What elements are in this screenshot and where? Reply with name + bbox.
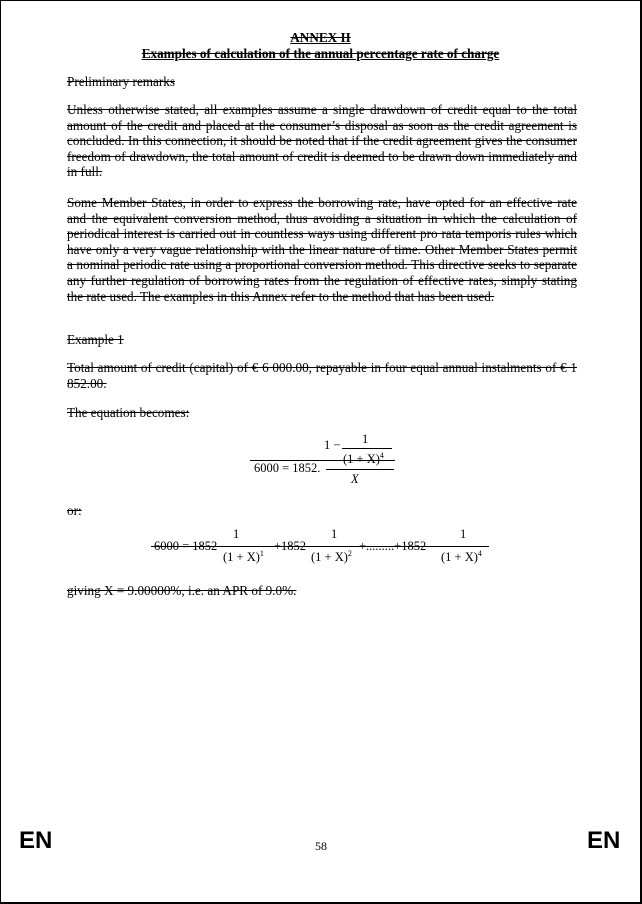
or-label: or: — [67, 503, 82, 518]
eq2-lead: 6000 = 1852 — [154, 539, 218, 553]
eq1-inner-den: 4 — [379, 451, 384, 460]
eq2-term2-den: $(1 + X)^2$ — [311, 549, 352, 565]
result-text: giving X = 9.00000%, i.e. an APR of 9.0%. — [67, 583, 297, 598]
equation-2 — [151, 529, 496, 569]
eq1-one-minus: 1 − — [324, 438, 341, 452]
footer-language-left: EN — [19, 827, 53, 854]
eq2-term2-prefix: +1852 — [274, 539, 307, 553]
eq1-lhs: 6000 = 1852. — [254, 461, 321, 475]
eq1-denominator: X — [351, 472, 359, 486]
example-heading: Example 1 — [67, 332, 124, 347]
eq2-term1-num: 1 — [233, 527, 240, 541]
paragraph-preliminary: Unless otherwise stated, all examples assume a single drawdown of credit equal to the total amount of the credit and placed at the consumer’s disposal as soon as the credit agreement is concluded. In this connection, it should be noted that if the credit agreement gives the consumer freedom of drawdown, the total amount of credit is deemed to be drawn down immediately and in full. — [67, 102, 577, 180]
eq1-inner-fraction-bar — [342, 448, 392, 449]
eq1-fraction-bar — [326, 469, 394, 470]
eq2-term2-num: 1 — [331, 527, 338, 541]
eq2-term3-prefix: +.........+1852 — [359, 539, 427, 553]
equation-intro: The equation becomes: — [67, 405, 190, 420]
page-number: 58 — [315, 839, 327, 853]
paragraph-member-states: Some Member States, in order to express the borrowing rate, have opted for an effective rate and the equivalent conversion method, thus avoiding a situation in which the calculation of periodical interest is carried out in countless ways using different pro rata temporis rules which have only a very vague relationship with the linear nature of time. Other Member States permit a nominal periodic rate using a proportional conversion method. This directive seeks to separate any further regulation of borrowing rates from the regulation of effective rates, simply stating the rate used. The examples in this Annex refer to the method that has been used. — [67, 195, 577, 304]
eq1-inner-num: 1 — [362, 432, 369, 446]
equation-1 — [250, 432, 395, 492]
eq2-term3-den: $(1 + X)^4$ — [441, 549, 482, 565]
section-heading: Preliminary remarks — [67, 74, 176, 89]
annex-title: ANNEX II — [290, 30, 351, 45]
footer-language-right: EN — [587, 827, 621, 854]
eq2-term1-den: $(1 + X)^1$ — [223, 549, 264, 565]
example-text: Total amount of credit (capital) of € 6 000.00, repayable in four equal annual instalments of € 1 852.00. — [67, 360, 577, 391]
title-block — [1, 30, 640, 62]
annex-subtitle: Examples of calculation of the annual percentage rate of charge — [141, 46, 500, 61]
eq2-term3-num: 1 — [460, 527, 467, 541]
